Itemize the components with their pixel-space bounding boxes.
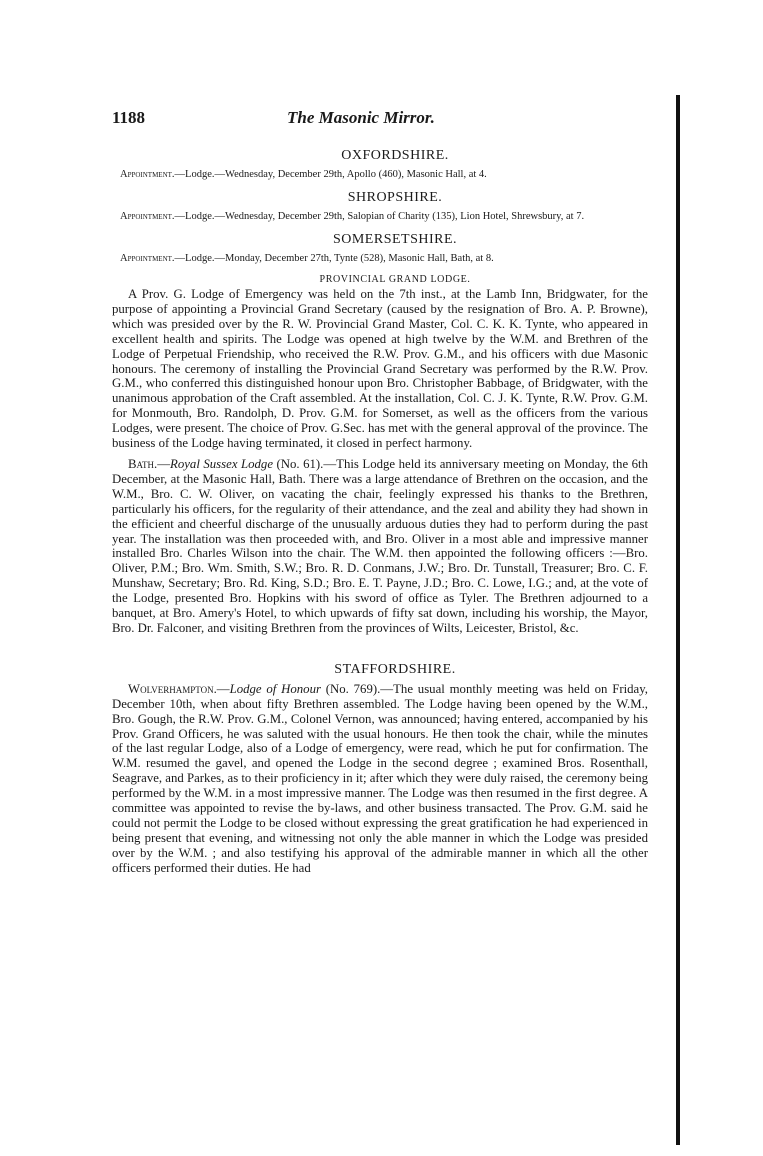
paragraph-text: (No. 769).—The usual monthly meeting was held on Friday, December 10th, when about fifty Brethren assembled. The Lodge having been opened by the W.M., Bro. Gough, the R.W. Prov. G.M., Colonel Vernon, was announced; having entered, accompanied by his Prov. Grand Officers, he was saluted with the usual honours. He then took the chair, while the minutes of the last regular Lodge, also of a Lodge of emergency, were read, which he put for confirmation. The W.M. resumed the gavel, and opened the Lodge in the second degree ; examined Bros. Rosenthall, Seagrave, and Parkes, as to their proficiency in it; after which they were duly raised, the ceremony being performed by the W.M. in a most impressive manner. The Lodge was then resumed in the first degree. A committee was appointed to revise the by-laws, and other business transacted. The Prov. G.M. said he could not permit the Lodge to be closed without expressing the great gratification he had experienced in being present that evening, and witnessing not only the able manner in which the Lodge was presided over by the W.M. ; and also testifying his approval of the admirable manner in which all the other officers performed their duties. He had xyxy=(112,681,648,875)
section-heading-somersetshire: SOMERSETSHIRE. xyxy=(332,232,458,247)
appointment-shropshire xyxy=(112,210,648,223)
appointment-text: —Lodge.—Monday, December 27th, Tynte (528), Masonic Hall, Bath, at 8. xyxy=(174,253,494,264)
running-title: The Masonic Mirror. xyxy=(287,108,435,127)
paragraph-prov-grand-lodge: A Prov. G. Lodge of Emergency was held on the 7th inst., at the Lamb Inn, Bridgwater, for the purpose of appointing a Provincial Grand Secretary (caused by the resignation of Bro. A. P. Browne), which was presided over by the R. W. Provincial Grand Master, Col. C. K. K. Tynte, who appeared in excellent health and spirits. The Lodge was opened at high twelve by the W.M. and Brethren of the Lodge of Perpetual Friendship, who received the R.W. Prov. G.M., and his officers with due Masonic honours. The ceremony of installing the Provincial Grand Secretary was performed by the R.W. Prov. G.M., who conferred this distinguished honour upon Bro. Christopher Babbage, of Bridgwater, with the unanimous approbation of the Craft assembled. At the installation, Col. C. J. K. Tynte, R.W. Prov. G.M. for Monmouth, Bro. Randolph, D. Prov. G.M. for Somerset, as well as the officers from the various Lodges, were present. The choice of Prov. G.Sec. has met with the general approval of the province. The business of the Lodge having terminated, it closed in perfect harmony. xyxy=(112,287,648,451)
section-heading-shropshire: SHROPSHIRE. xyxy=(347,190,443,205)
appointment-label: Appointment. xyxy=(120,211,175,222)
appointment-text: —Lodge.—Wednesday, December 29th, Apollo (460), Masonic Hall, at 4. xyxy=(174,169,487,180)
section-heading-oxfordshire: OXFORDSHIRE. xyxy=(341,148,449,163)
lodge-name: Lodge of Honour xyxy=(229,681,321,696)
appointment-oxfordshire xyxy=(112,168,648,181)
appointment-somersetshire xyxy=(112,252,648,265)
appointment-text: —Lodge.—Wednesday, December 29th, Salopian of Charity (135), Lion Hotel, Shrewsbury, at 7. xyxy=(174,211,585,222)
lodge-name: Royal Sussex Lodge xyxy=(170,456,273,471)
paragraph-text: (No. 61).—This Lodge held its anniversary meeting on Monday, the 6th December, at the Masonic Hall, Bath. There was a large attendance of Brethren on the occasion, and the W.M., Bro. C. W. Oliver, on vacating the chair, feelingly expressed his thanks to the Brethren, particularly his officers, for the regularity of their attendance, and the zeal and ability they had shown in the efficient and cheerful discharge of the unusually arduous duties they had to perform during the past year. The installation was then proceeded with, and Bro. Oliver in a most able and impressive manner installed Bro. Charles Wilson into the chair. The W.M. then appointed the following officers :—Bro. Oliver, P.M.; Bro. Wm. Smith, S.W.; Bro. R. D. Conmans, J.W.; Bro. Dr. Tunstall, Treasurer; Bro. C. F. Munshaw, Secretary; Bro. Rd. King, S.D.; Bro. E. T. Payne, J.D.; Bro. C. Lowe, I.G.; and, at the vote of the Lodge, presented Bro. Hopkins with his sword of office as Tyler. The Brethren adjourned to a banquet, at Bro. Amery's Hotel, to which upwards of fifty sat down, including his worship, the Mayor, Bro. Dr. Falconer, and visiting Brethren from the provinces of Wilts, Leicester, Bristol, &c. xyxy=(112,456,648,635)
page-edge-rule xyxy=(676,95,680,1145)
appointment-label: Appointment. xyxy=(120,169,175,180)
place-name: Wolverhampton. xyxy=(128,681,217,696)
paragraph-bath: Bath.—Royal Sussex Lodge (No. 61).—This Lodge held its anniversary meeting on Monday, the 6th December, at the Masonic Hall, Bath. There was a large attendance of Brethren on the occasion, and the W.M., Bro. C. W. Oliver, on vacating the chair, feelingly expressed his thanks to the Brethren, particularly his officers, for the regularity of their attendance, and the zeal and ability they had shown in the efficient and cheerful discharge of the unusually arduous duties they had to perform during the past year. The installation was then proceeded with, and Bro. Oliver in a most able and impressive manner installed Bro. Charles Wilson into the chair. The W.M. then appointed the following officers :—Bro. Oliver, P.M.; Bro. Wm. Smith, S.W.; Bro. R. D. Conmans, J.W.; Bro. Dr. Tunstall, Treasurer; Bro. C. F. Munshaw, Secretary; Bro. Rd. King, S.D.; Bro. E. T. Payne, J.D.; Bro. C. Lowe, I.G.; and, at the vote of the Lodge, presented Bro. Hopkins with his sword of office as Tyler. The Brethren adjourned to a banquet, at Bro. Amery's Hotel, to which upwards of fifty sat down, including his worship, the Mayor, Bro. Dr. Falconer, and visiting Brethren from the provinces of Wilts, Leicester, Bristol, &c. xyxy=(112,456,648,635)
section-heading-staffordshire: STAFFORDSHIRE. xyxy=(334,661,456,677)
page-header xyxy=(112,108,652,132)
place-name: Bath. xyxy=(128,456,158,471)
paragraph-wolverhampton: Wolverhampton.—Lodge of Honour (No. 769).—The usual monthly meeting was held on Friday, December 10th, when about fifty Brethren assembled. The Lodge having been opened by the W.M., Bro. Gough, the R.W. Prov. G.M., Colonel Vernon, was announced; having entered, accompanied by his Prov. Grand Officers, he was saluted with the usual honours. He then took the chair, while the minutes of the last regular Lodge, also of a Lodge of emergency, were read, which he put for confirmation. The W.M. resumed the gavel, and opened the Lodge in the second degree ; examined Bros. Rosenthall, Seagrave, and Parkes, as to their proficiency in it; after which they were duly raised, the ceremony being performed by the W.M. in a most impressive manner. The Lodge was then resumed in the first degree. A committee was appointed to revise the by-laws, and other business transacted. The Prov. G.M. said he could not permit the Lodge to be closed without expressing the great gratification he had experienced in being present that evening, and witnessing not only the able manner in which the Lodge was presided over by the W.M. ; and also testifying his approval of the admirable manner in which all the other officers performed their duties. He had xyxy=(112,681,648,875)
page-number: 1188 xyxy=(112,108,146,127)
appointment-label: Appointment. xyxy=(120,253,175,264)
page-content xyxy=(112,148,648,882)
subheading-provincial-grand-lodge: PROVINCIAL GRAND LODGE. xyxy=(319,274,471,285)
